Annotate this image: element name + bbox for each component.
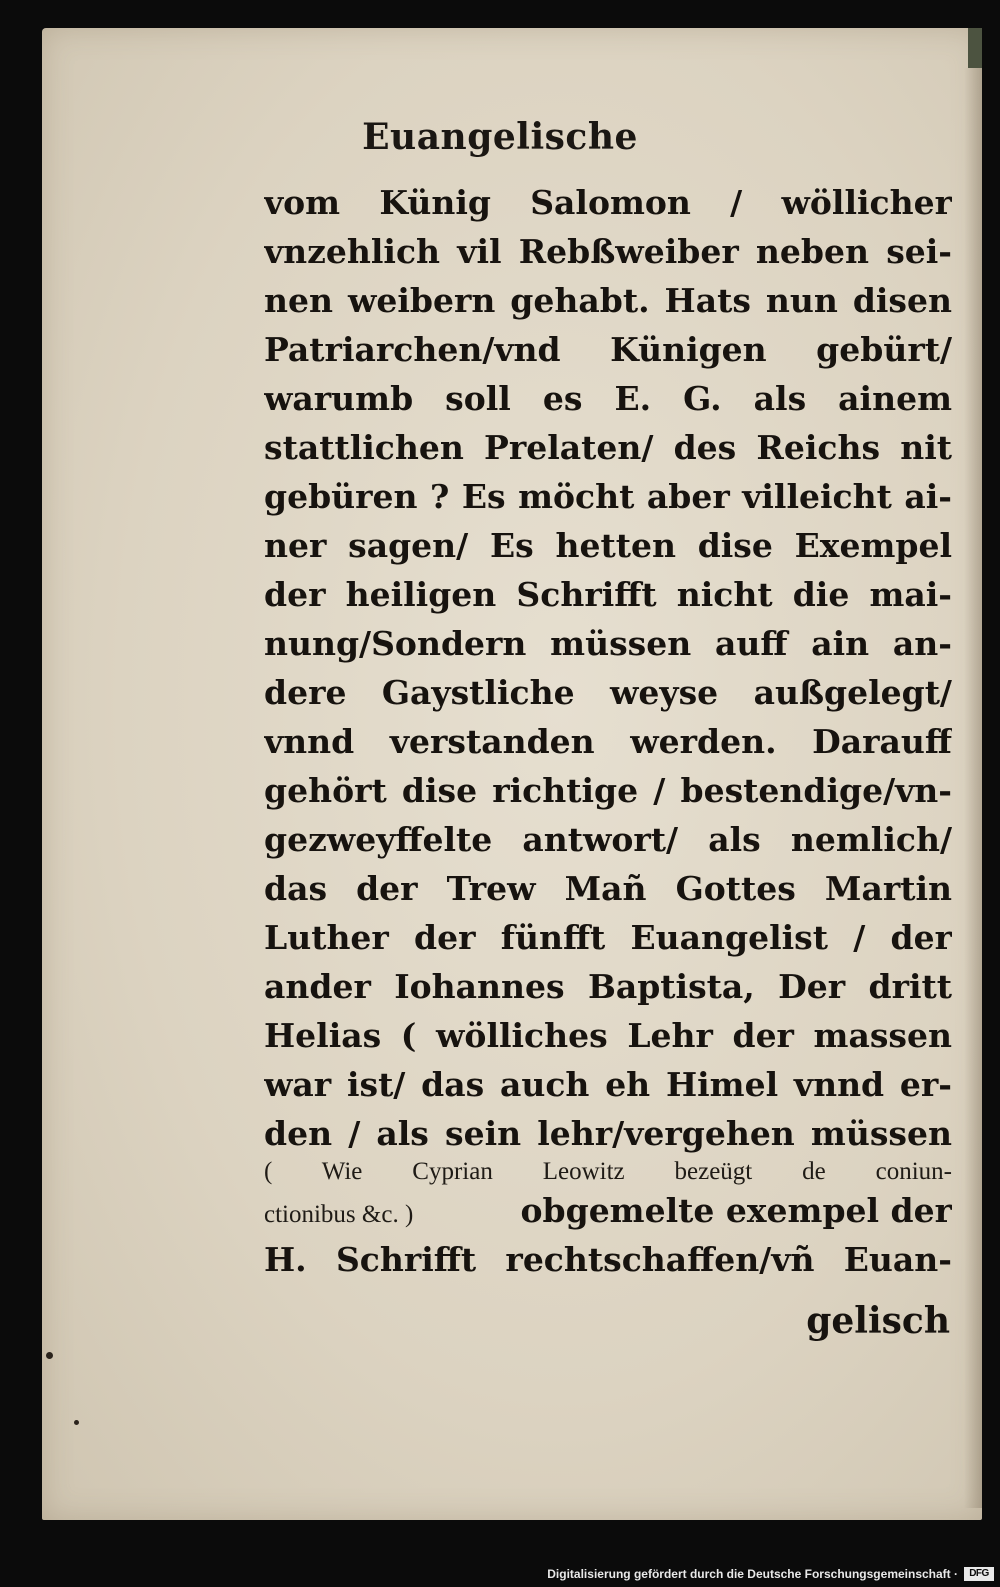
citation-line: ( Wie Cyprian Leowitz bezeügt de coniun-: [264, 1158, 952, 1185]
text-line: war ist/ das auch eh Himel vnnd er-: [264, 1065, 952, 1104]
text-line: nen weibern gehabt. Hats nun disen: [264, 281, 952, 320]
text-line: gehört dise richtige / bestendige/vn-: [264, 771, 952, 810]
dfg-logo: DFG: [964, 1567, 994, 1581]
text-line: den / als sein lehr/vergehen müssen: [264, 1114, 952, 1153]
text-line: dere Gaystliche weyse außgelegt/: [264, 673, 952, 712]
ink-spot: [74, 1420, 79, 1425]
text-line: der heiligen Schrifft nicht die mai-: [264, 575, 952, 614]
main-text-block: [264, 178, 952, 1284]
text-line: warumb soll es E. G. als ainem: [264, 379, 952, 418]
text-line-with-citation: [264, 1186, 952, 1235]
text-line: ander Iohannes Baptista, Der dritt: [264, 967, 952, 1006]
text-line: ner sagen/ Es hetten dise Exempel: [264, 526, 952, 565]
text-line: Luther der fünfft Euangelist / der: [264, 918, 952, 957]
running-head: Euangelische: [362, 116, 638, 158]
text-line: stattlichen Prelaten/ des Reichs nit: [264, 428, 952, 467]
citation-line-end: ctionibus &c. ): [264, 1201, 414, 1228]
digitization-credit: Digitalisierung gefördert durch die Deutsche Forschungsgemeinschaft ·: [547, 1567, 958, 1581]
text-line: gezweyffelte antwort/ als nemlich/: [264, 820, 952, 859]
text-line: Patriarchen/vnd Künigen gebürt/: [264, 330, 952, 369]
text-line-tail: obgemelte exempel der: [520, 1191, 952, 1230]
text-line: nung/Sondern müssen auff ain an-: [264, 624, 952, 663]
text-line: das der Trew Mañ Gottes Martin: [264, 869, 952, 908]
text-line: vom Künig Salomon / wöllicher: [264, 183, 952, 222]
text-line: vnzehlich vil Rebßweiber neben sei-: [264, 232, 952, 271]
text-line: Helias ( wölliches Lehr der massen: [264, 1016, 952, 1055]
text-line: gebüren ? Es möcht aber villeicht ai-: [264, 477, 952, 516]
binding-ribbon: [968, 28, 982, 68]
page-edge-shadow: [964, 68, 982, 1508]
footer-bar: [0, 1553, 1000, 1587]
text-line: vnnd verstanden werden. Darauff: [264, 722, 952, 761]
text-line: H. Schrifft rechtschaffen/vñ Euan-: [264, 1240, 952, 1279]
catchword: gelisch: [806, 1300, 950, 1342]
ink-spot: [46, 1352, 53, 1359]
